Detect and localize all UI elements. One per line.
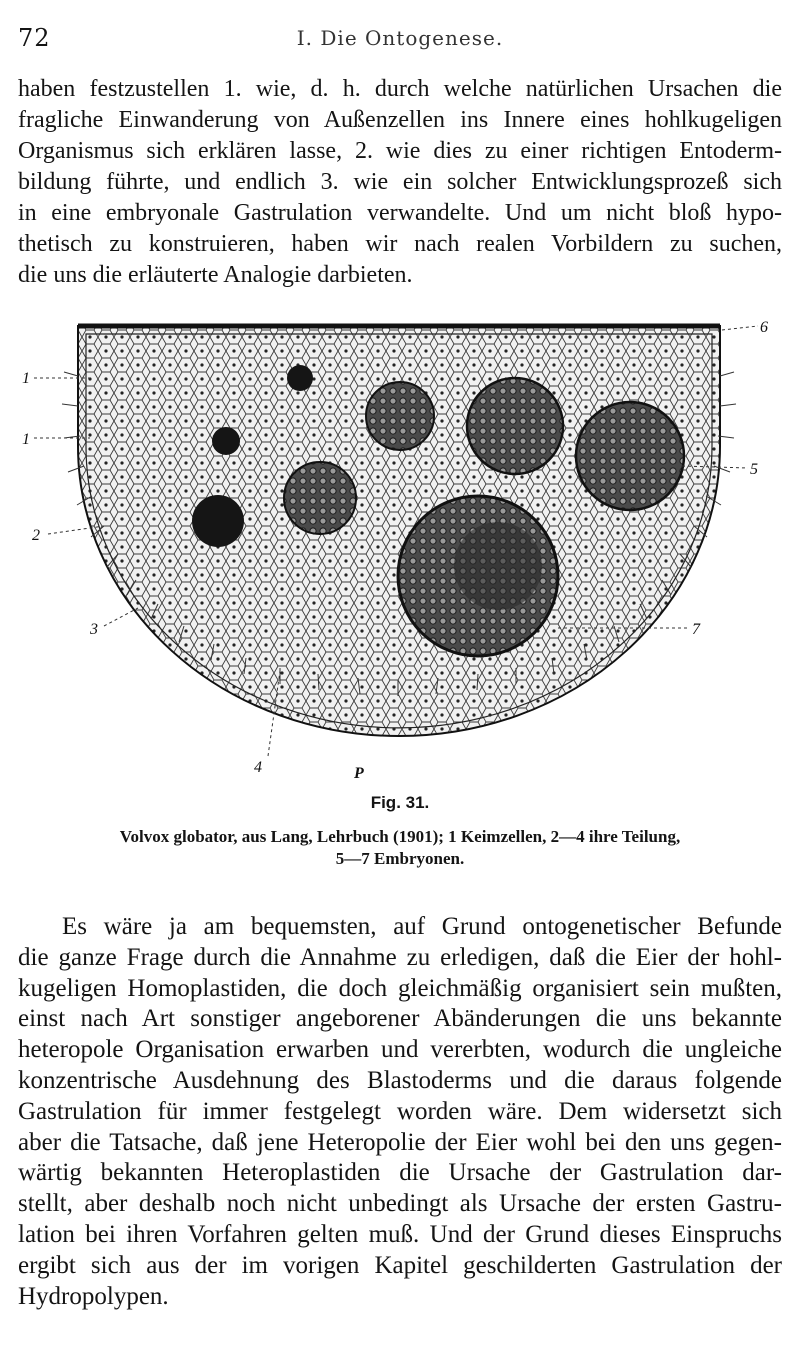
running-head: I. Die Ontogenese.	[296, 26, 504, 50]
label-1-bottom: 1	[22, 431, 30, 448]
page-header	[18, 24, 782, 54]
text-line: Hydropolypen.	[18, 1282, 169, 1310]
caption-line: Volvox globator, aus Lang, Lehrbuch (1901); 1 Keimzellen, 2—4 ihre Teilung,	[119, 827, 681, 846]
text-line: wärtig bekannten Heteroplastiden die Ursache der Gastrulation dar-	[18, 1159, 782, 1187]
label-5: 5	[750, 461, 758, 478]
label-4: 4	[254, 759, 262, 776]
text-line: die ganze Frage durch die Annahme zu erledigen, daß die Eier der hohl-	[18, 943, 782, 971]
figure-number: Fig. 31.	[370, 793, 430, 812]
text-line: lation bei ihren Vorfahren gelten muß. Und der Grund dieses Einspruchs	[18, 1220, 782, 1248]
text-line: thetisch zu konstruieren, haben wir nach realen Vorbildern zu suchen,	[18, 231, 782, 257]
text-line: Gastrulation für immer festgelegt worden wäre. Dem widersetzt sich	[18, 1097, 782, 1125]
text-line: Organismus sich erklären lasse, 2. wie dies zu einer richtigen Entoderm-	[18, 138, 782, 164]
text-line: aber die Tatsache, daß jene Heteropolie der Eier wohl bei den uns gegen-	[18, 1128, 782, 1156]
label-3: 3	[90, 621, 98, 638]
text-line: bildung führte, und endlich 3. wie ein solcher Entwicklungsprozeß sich	[18, 169, 782, 195]
text-line: die uns die erläuterte Analogie darbieten.	[18, 262, 413, 288]
text-line: fragliche Einwanderung von Außenzellen ins Innere eines hohlkugeligen	[18, 107, 782, 133]
text-line: haben festzustellen 1. wie, d. h. durch welche natürlichen Ursachen die	[18, 76, 782, 102]
paragraph-top	[18, 74, 782, 291]
label-p: P	[354, 765, 364, 782]
text-line: kugeligen Homoplastiden, die doch gleichmäßig organisiert sein mußten,	[18, 974, 782, 1002]
paragraph-bottom	[18, 912, 782, 1312]
label-1-top: 1	[22, 370, 30, 387]
text-line: einst nach Art sonstiger angeborener Abänderungen die uns bekannte	[18, 1005, 782, 1033]
volvox-illustration	[18, 316, 782, 786]
label-6: 6	[760, 319, 768, 336]
label-7: 7	[692, 621, 700, 638]
page-number: 72	[18, 24, 51, 52]
text-line: Es wäre ja am bequemsten, auf Grund ontogenetischer Befunde	[62, 913, 782, 940]
figure-caption	[40, 826, 760, 870]
text-line: konzentrische Ausdehnung des Blastoderms und die daraus folgende	[18, 1066, 782, 1094]
text-line: heteropole Organisation erwarben und vererbten, wodurch die ungleiche	[18, 1036, 782, 1064]
label-2: 2	[32, 527, 40, 544]
text-line: in eine embryonale Gastrulation verwandelte. Und um nicht bloß hypo-	[18, 200, 782, 226]
text-line: ergibt sich aus der im vorigen Kapitel geschilderten Gastrulation der	[18, 1251, 782, 1279]
caption-line: 5—7 Embryonen.	[335, 849, 465, 868]
volvox-figure	[18, 316, 782, 786]
text-line: stellt, aber deshalb noch nicht unbedingt als Ursache der ersten Gastru-	[18, 1190, 782, 1218]
